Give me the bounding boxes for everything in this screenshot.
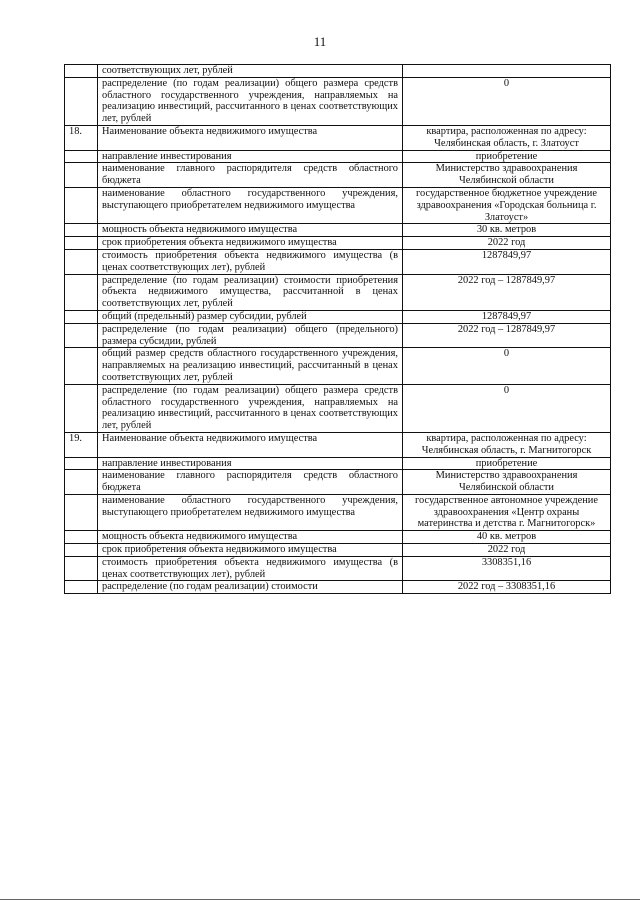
row-label: мощность объекта недвижимого имущества bbox=[98, 224, 403, 237]
table-row bbox=[65, 323, 611, 348]
row-number bbox=[65, 77, 98, 125]
row-value: квартира, расположенная по адресу: Челябинская область, г. Магнитогорск bbox=[403, 432, 611, 457]
row-value: Министерство здравоохранения Челябинской области bbox=[403, 163, 611, 188]
row-label: стоимость приобретения объекта недвижимого имущества (в ценах соответствующих лет), рублей bbox=[98, 249, 403, 274]
row-number bbox=[65, 249, 98, 274]
row-number bbox=[65, 494, 98, 530]
row-label: Наименование объекта недвижимого имущества bbox=[98, 125, 403, 150]
table-row bbox=[65, 556, 611, 581]
row-number: 18. bbox=[65, 125, 98, 150]
table-row bbox=[65, 581, 611, 594]
table-row bbox=[65, 163, 611, 188]
table-row bbox=[65, 65, 611, 78]
row-number bbox=[65, 581, 98, 594]
row-value: 1287849,97 bbox=[403, 310, 611, 323]
table-body bbox=[65, 65, 611, 594]
row-label: наименование главного распорядителя средств областного бюджета bbox=[98, 163, 403, 188]
row-number bbox=[65, 274, 98, 310]
table-row bbox=[65, 494, 611, 530]
row-value: 2022 год – 3308351,16 bbox=[403, 581, 611, 594]
table-row bbox=[65, 310, 611, 323]
row-value: 40 кв. метров bbox=[403, 531, 611, 544]
row-number bbox=[65, 237, 98, 250]
row-label: распределение (по годам реализации) общего размера средств областного государственного учреждения, направляемых на реализацию инвестиций, рассчитанного в ценах соответствующих лет, рублей bbox=[98, 77, 403, 125]
row-number bbox=[65, 556, 98, 581]
row-value: приобретение bbox=[403, 457, 611, 470]
row-label: соответствующих лет, рублей bbox=[98, 65, 403, 78]
row-label: срок приобретения объекта недвижимого имущества bbox=[98, 544, 403, 557]
row-value: 2022 год – 1287849,97 bbox=[403, 323, 611, 348]
table-row bbox=[65, 274, 611, 310]
table-row bbox=[65, 77, 611, 125]
row-value bbox=[403, 65, 611, 78]
row-label: общий размер средств областного государственного учреждения, направляемых на реализацию инвестиций, рассчитанный в ценах соответствующих лет, рублей bbox=[98, 348, 403, 384]
row-number bbox=[65, 384, 98, 432]
row-value: 2022 год – 1287849,97 bbox=[403, 274, 611, 310]
page-number: 11 bbox=[313, 34, 327, 49]
row-number bbox=[65, 531, 98, 544]
row-value: квартира, расположенная по адресу: Челябинская область, г. Златоуст bbox=[403, 125, 611, 150]
row-number: 19. bbox=[65, 432, 98, 457]
row-number bbox=[65, 544, 98, 557]
table-row bbox=[65, 187, 611, 223]
row-value: 1287849,97 bbox=[403, 249, 611, 274]
table-row bbox=[65, 224, 611, 237]
table-row bbox=[65, 531, 611, 544]
row-value: 30 кв. метров bbox=[403, 224, 611, 237]
row-label: наименование областного государственного учреждения, выступающего приобретателем недвижимого имущества bbox=[98, 187, 403, 223]
row-number bbox=[65, 323, 98, 348]
row-number bbox=[65, 470, 98, 495]
row-value: государственное бюджетное учреждение здравоохранения «Городская больница г. Златоуст» bbox=[403, 187, 611, 223]
row-value: 0 bbox=[403, 348, 611, 384]
row-value: приобретение bbox=[403, 150, 611, 163]
table-row bbox=[65, 125, 611, 150]
row-label: направление инвестирования bbox=[98, 457, 403, 470]
page-bottom-edge bbox=[0, 899, 640, 900]
row-number bbox=[65, 224, 98, 237]
row-value: 2022 год bbox=[403, 237, 611, 250]
table-row bbox=[65, 384, 611, 432]
row-label: направление инвестирования bbox=[98, 150, 403, 163]
row-value: 0 bbox=[403, 77, 611, 125]
row-label: наименование главного распорядителя средств областного бюджета bbox=[98, 470, 403, 495]
row-label: мощность объекта недвижимого имущества bbox=[98, 531, 403, 544]
row-number bbox=[65, 150, 98, 163]
table-row bbox=[65, 237, 611, 250]
row-value: государственное автономное учреждение здравоохранения «Центр охраны материнства и детства г. Магнитогорск» bbox=[403, 494, 611, 530]
row-value: 2022 год bbox=[403, 544, 611, 557]
row-label: распределение (по годам реализации) стоимости приобретения объекта недвижимого имущества, рассчитанной в ценах соответствующих лет, рублей bbox=[98, 274, 403, 310]
row-value: Министерство здравоохранения Челябинской области bbox=[403, 470, 611, 495]
row-number bbox=[65, 348, 98, 384]
row-number bbox=[65, 65, 98, 78]
row-label: распределение (по годам реализации) общего размера средств областного государственного учреждения, направляемых на реализацию инвестиций, рассчитанного в ценах соответствующих лет, рублей bbox=[98, 384, 403, 432]
row-value: 0 bbox=[403, 384, 611, 432]
row-number bbox=[65, 163, 98, 188]
table-row bbox=[65, 457, 611, 470]
table-row bbox=[65, 470, 611, 495]
investment-table bbox=[64, 64, 611, 594]
row-label: Наименование объекта недвижимого имущества bbox=[98, 432, 403, 457]
table-row bbox=[65, 150, 611, 163]
row-label: распределение (по годам реализации) стоимости bbox=[98, 581, 403, 594]
row-label: стоимость приобретения объекта недвижимого имущества (в ценах соответствующих лет), рублей bbox=[98, 556, 403, 581]
row-value: 3308351,16 bbox=[403, 556, 611, 581]
row-number bbox=[65, 457, 98, 470]
row-number bbox=[65, 187, 98, 223]
table-row bbox=[65, 249, 611, 274]
row-number bbox=[65, 310, 98, 323]
table-row bbox=[65, 432, 611, 457]
row-label: распределение (по годам реализации) общего (предельного) размера субсидии, рублей bbox=[98, 323, 403, 348]
row-label: наименование областного государственного учреждения, выступающего приобретателем недвижимого имущества bbox=[98, 494, 403, 530]
row-label: общий (предельный) размер субсидии, рублей bbox=[98, 310, 403, 323]
table-row bbox=[65, 348, 611, 384]
table-row bbox=[65, 544, 611, 557]
row-label: срок приобретения объекта недвижимого имущества bbox=[98, 237, 403, 250]
